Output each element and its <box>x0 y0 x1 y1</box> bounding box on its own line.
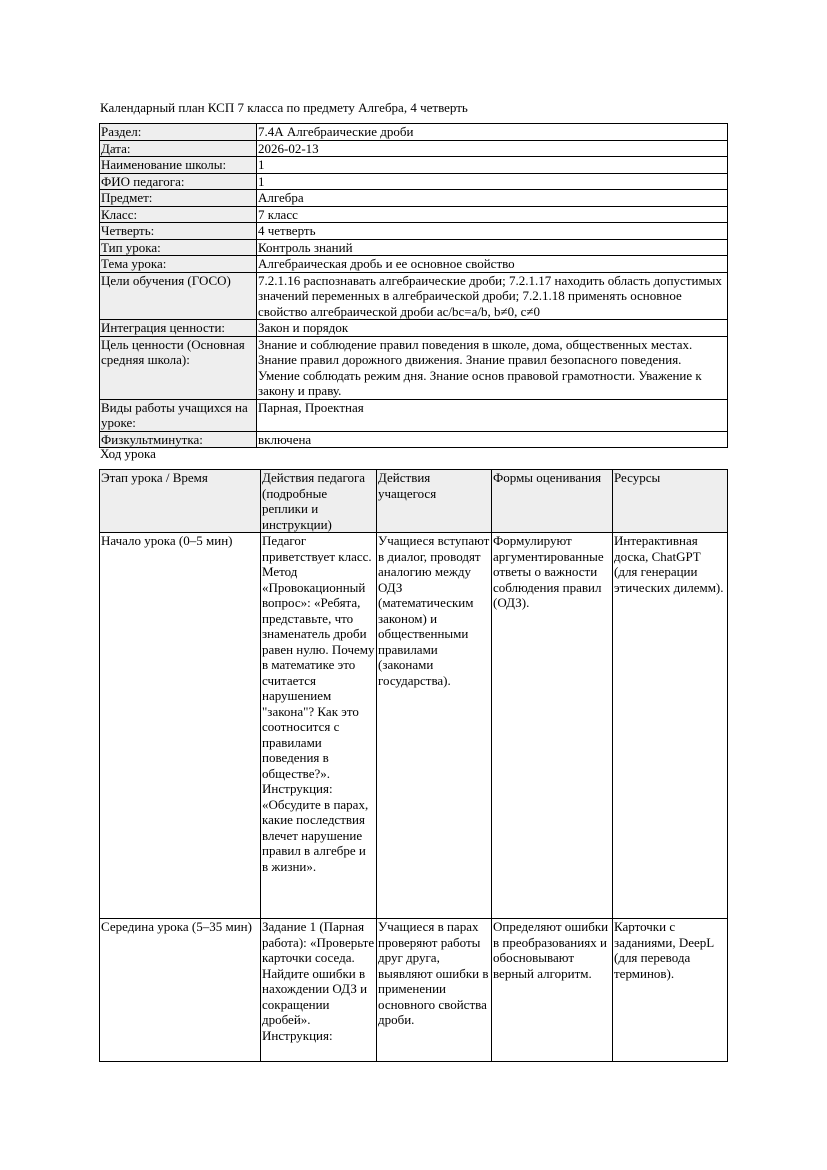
info-row <box>100 157 728 174</box>
info-row <box>100 223 728 240</box>
header-teacher: Действия педагога (подробные реплики и инструкции) <box>261 470 377 533</box>
info-value: 1 <box>257 173 728 190</box>
info-label: Тип урока: <box>100 239 257 256</box>
section-title: Ход урока <box>100 446 156 461</box>
lesson-flow-table <box>99 469 728 1062</box>
info-row <box>100 336 728 399</box>
info-value: 7 класс <box>257 206 728 223</box>
cell-student: Учащиеся в парах проверяют работы друг друга, выявляют ошибки в применении основного свойства дроби. <box>377 919 492 1062</box>
info-label: Класс: <box>100 206 257 223</box>
info-value: 4 четверть <box>257 223 728 240</box>
info-label: ФИО педагога: <box>100 173 257 190</box>
info-row <box>100 140 728 157</box>
info-row <box>100 431 728 448</box>
info-row <box>100 256 728 273</box>
info-label: Раздел: <box>100 124 257 141</box>
info-row <box>100 173 728 190</box>
info-value: Знание и соблюдение правил поведения в школе, дома, общественных местах. Знание правил дорожного движения. Знание правил безопасного поведения. Умение соблюдать режим дня. Знание основ правовой грамотности. Уважение к закону и праву. <box>257 336 728 399</box>
info-value: Алгебраическая дробь и ее основное свойство <box>257 256 728 273</box>
info-row <box>100 272 728 320</box>
cell-assessment: Определяют ошибки в преобразованиях и обосновывают верный алгоритм. <box>492 919 613 1062</box>
lesson-table-header-row <box>100 470 728 533</box>
info-label: Предмет: <box>100 190 257 207</box>
cell-resources: Интерактивная доска, ChatGPT (для генерации этических дилемм). <box>613 533 728 919</box>
info-value: Закон и порядок <box>257 320 728 337</box>
info-label: Цель ценности (Основная средняя школа): <box>100 336 257 399</box>
info-value: Алгебра <box>257 190 728 207</box>
cell-teacher: Задание 1 (Парная работа): «Проверьте карточки соседа. Найдите ошибки в нахождении ОДЗ и сокращении дробей». Инструкция: <box>261 919 377 1062</box>
info-row <box>100 239 728 256</box>
table-row <box>100 533 728 919</box>
header-stage: Этап урока / Время <box>100 470 261 533</box>
table-row <box>100 919 728 1062</box>
lesson-info-table <box>99 123 728 448</box>
info-row <box>100 190 728 207</box>
cell-assessment: Формулируют аргументированные ответы о важности соблюдения правил (ОДЗ). <box>492 533 613 919</box>
cell-student: Учащиеся вступают в диалог, проводят аналогию между ОДЗ (математическим законом) и общественными правилами (законами государства). <box>377 533 492 919</box>
info-label: Физкультминутка: <box>100 431 257 448</box>
info-label: Наименование школы: <box>100 157 257 174</box>
info-value: 7.4А Алгебраические дроби <box>257 124 728 141</box>
info-row <box>100 320 728 337</box>
info-label: Цели обучения (ГОСО) <box>100 272 257 320</box>
info-label: Четверть: <box>100 223 257 240</box>
cell-stage: Середина урока (5–35 мин) <box>100 919 261 1062</box>
info-row <box>100 124 728 141</box>
header-student: Действия учащегося <box>377 470 492 533</box>
info-label: Тема урока: <box>100 256 257 273</box>
cell-resources: Карточки с заданиями, DeepL (для перевода терминов). <box>613 919 728 1062</box>
info-value: 1 <box>257 157 728 174</box>
info-value: Парная, Проектная <box>257 399 728 431</box>
info-label: Интеграция ценности: <box>100 320 257 337</box>
info-value: включена <box>257 431 728 448</box>
header-assessment: Формы оценивания <box>492 470 613 533</box>
cell-stage: Начало урока (0–5 мин) <box>100 533 261 919</box>
info-value: Контроль знаний <box>257 239 728 256</box>
info-value: 2026-02-13 <box>257 140 728 157</box>
document-title: Календарный план КСП 7 класса по предмету Алгебра, 4 четверть <box>100 100 468 115</box>
cell-teacher: Педагог приветствует класс. Метод «Провокационный вопрос»: «Ребята, представьте, что знаменатель дроби равен нулю. Почему в математике это считается нарушением "закона"? Как это соотносится с правилами поведения в обществе?». Инструкция: «Обсудите в парах, какие последствия влечет нарушение правил в алгебре и в жизни». <box>261 533 377 919</box>
info-label: Виды работы учащихся на уроке: <box>100 399 257 431</box>
info-row <box>100 206 728 223</box>
info-value: 7.2.1.16 распознавать алгебраические дроби; 7.2.1.17 находить область допустимых значений переменных в алгебраической дроби; 7.2.1.18 применять основное свойство алгебраической дроби ac/bc=a/b, b≠0, c≠0 <box>257 272 728 320</box>
info-label: Дата: <box>100 140 257 157</box>
header-resources: Ресурсы <box>613 470 728 533</box>
info-row <box>100 399 728 431</box>
